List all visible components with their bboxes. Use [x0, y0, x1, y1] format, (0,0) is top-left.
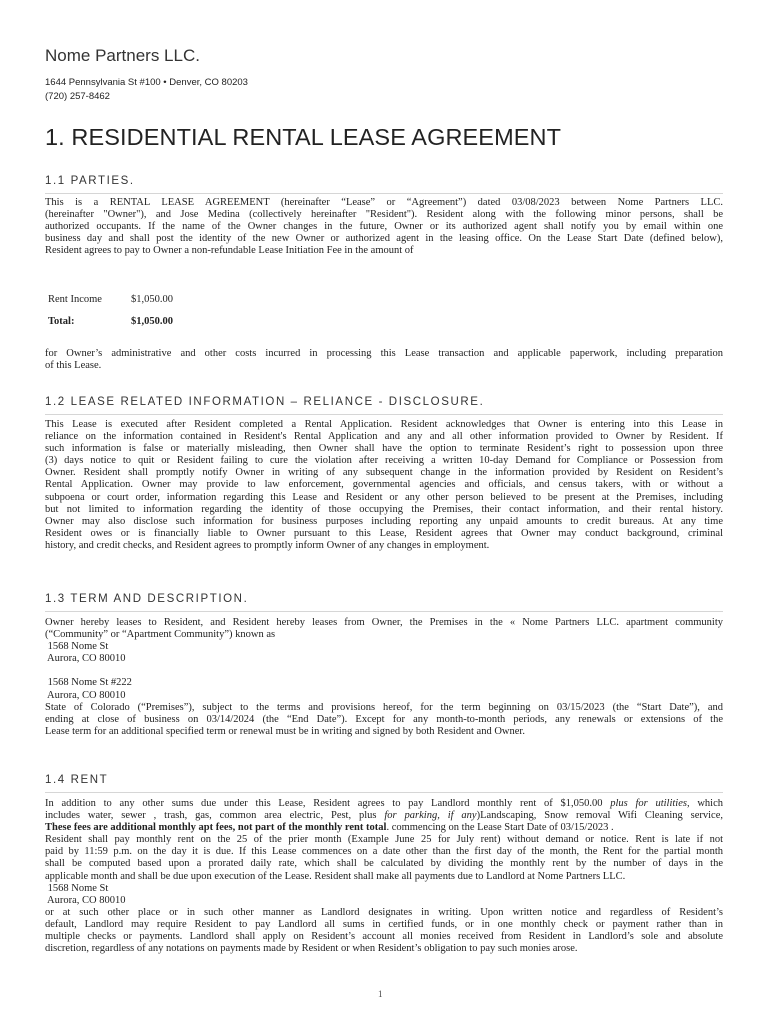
utilities-note: plus for utilities,	[610, 798, 690, 809]
text-line: (“Community” or “Apartment Community”) known as	[45, 629, 276, 641]
fee-total-label: Total:	[48, 316, 75, 327]
unit-address-line: 1568 Nome St #222	[45, 677, 132, 689]
text-line: default, Landlord may require Resident to pay Landlord all sums in certified funds, or in one monthly check or payment rather than in	[45, 918, 723, 930]
text-line: This Lease is executed after Resident completed a Rental Application. Resident acknowledges that Owner is entering into this Lease in	[45, 419, 723, 430]
rent-text: In addition to any other sums due under this Lease, Resident agrees to pay Landlord monthly rent of $1,050.00	[45, 798, 611, 809]
text-line: Resident shall pay monthly rent on the 25 of the prier month (Example June 25 for July rent) without demand or notice. Rent is late if not	[45, 834, 723, 846]
text-line	[45, 798, 723, 810]
text-line: subpoena or court order, information regarding this Lease and Resident or any other person believed to be present at the Premises, including	[45, 491, 723, 503]
text-line: paid by 11:59 p.m. on the day it is due. If this Lease commences on a date other than the first day of the month, the Rent for the partial month	[45, 846, 723, 858]
text-line: reliance on the information contained in Resident's Rental Application and any and all other information provided to Owner by Resident. If	[45, 431, 723, 443]
text-line: business day and shall post the identity of the new Owner or authorized agent in the leasing office. On the Lease Start Date (defined below),	[45, 233, 723, 245]
text-line: but not limited to information regarding the identity of those occupying the Premises, their contact information, and their rental history.	[45, 503, 723, 515]
text-line: This is a RENTAL LEASE AGREEMENT (hereinafter “Lease” or “Agreement”) dated 03/08/2023 between Nome Partners LLC.	[45, 197, 723, 208]
text-line	[45, 810, 723, 822]
text-line: Owner. Resident shall promptly notify Owner in writing of any subsequent change in the information provided by Resident on Resident’s	[45, 467, 723, 479]
parking-note: for parking, if any	[384, 810, 477, 822]
section-divider	[45, 414, 723, 415]
company-name: Nome Partners LLC.	[45, 46, 200, 65]
page-number: 1	[378, 989, 383, 999]
section-heading-term: 1.3 TERM AND DESCRIPTION.	[45, 593, 249, 605]
premises-address-line: Aurora, CO 80010	[45, 653, 126, 665]
text-line: or at such other place or in such other manner as Landlord designates in writing. Upon written notice and regardless of Resident’s	[45, 906, 723, 918]
parties-paragraph	[45, 197, 723, 257]
text-line: Lease term for an additional specified term or renewal must be in writing and signed by both Resident and Owner.	[45, 725, 525, 737]
text-line: applicable month and shall be due upon execution of the Lease. Resident shall make all payments due to Landlord at Nome Partners LLC.	[45, 870, 626, 882]
rent-text: includes water, sewer , trash, gas, common area electric, Pest, plus	[45, 810, 385, 822]
company-phone: (720) 257-8462	[45, 91, 110, 102]
text-line: such information is false or materially misleading, then Owner shall have the option to terminate Resident’s right to possession upon three	[45, 443, 723, 455]
section-divider	[45, 193, 723, 194]
text-line: discretion, regardless of any notations on payments made by Resident or when Resident’s obligation to pay such monies arose.	[45, 943, 578, 955]
fee-row-label: Rent Income	[48, 294, 102, 305]
section-divider	[45, 792, 723, 793]
rent-text: )Landscaping, Snow removal Wifi Cleaning service,	[476, 810, 724, 822]
text-line: of this Lease.	[45, 360, 102, 372]
fee-total-value: $1,050.00	[131, 316, 173, 327]
text-line: (hereinafter "Owner"), and Jose Medina (collectively hereinafter "Resident"). Resident along with the following minor persons, shall be	[45, 209, 723, 221]
rent-text: which	[689, 798, 723, 809]
unit-address-line: Aurora, CO 80010	[45, 689, 126, 701]
section-divider	[45, 611, 723, 612]
additional-fees-note: These fees are additional monthly apt fees, not part of the monthly rent total	[45, 822, 387, 834]
fee-row-value: $1,050.00	[131, 294, 173, 305]
text-line: for Owner’s administrative and other costs incurred in processing this Lease transaction and applicable paperwork, including preparation	[45, 348, 723, 359]
document-title: 1. RESIDENTIAL RENTAL LEASE AGREEMENT	[45, 124, 562, 150]
text-line: Resident agrees to pay to Owner a non-refundable Lease Initiation Fee in the amount of	[45, 245, 414, 257]
text-line: Owner may also disclose such information for business purposes including reporting any unpaid amounts to credit bureaus. At any time	[45, 515, 723, 527]
text-line: Rental Application. Owner may provide to law enforcement, governmental agencies and officials, and census takers, with or without a	[45, 479, 723, 491]
text-line: State of Colorado (“Premises”), subject to the terms and provisions hereof, for the term beginning on 03/15/2023 (the “Start Date”), and	[45, 701, 723, 713]
text-line: ending at close of business on 03/14/2024 (the “End Date”). Except for any month-to-month periods, any renewals or extensions of the	[45, 713, 723, 725]
term-paragraph	[45, 617, 723, 738]
section-heading-parties: 1.1 PARTIES.	[45, 175, 135, 187]
section-heading-rent: 1.4 RENT	[45, 774, 109, 786]
text-line: shall be computed based upon a prorated daily rate, which shall be calculated by dividing the monthly rent by the number of days in the	[45, 858, 723, 870]
premises-address-line: 1568 Nome St	[45, 641, 109, 653]
text-line: (3) days notice to quit or Resident failing to cure the violation after receiving a written 10-day Demand for Compliance or Possession from	[45, 455, 723, 467]
payment-address-line: 1568 Nome St	[45, 882, 109, 894]
rent-text: . commencing on the Lease Start Date of 03/15/2023 .	[386, 822, 614, 834]
reliance-paragraph	[45, 419, 723, 552]
text-line: history, and credit checks, and Resident agrees to promptly inform Owner of any changes in employment.	[45, 539, 490, 551]
payment-address-line: Aurora, CO 80010	[45, 894, 126, 906]
text-line: Resident owes or is financially liable to Owner pursuant to this Lease, Resident agrees that Owner may conduct background, criminal	[45, 527, 723, 539]
text-line	[45, 822, 723, 834]
blank-line	[45, 665, 723, 677]
text-line: multiple checks or payments. Landlord shall apply on Resident’s account all monies received from Resident in Landlord’s sole and absolute	[45, 931, 723, 943]
section-heading-reliance: 1.2 LEASE RELATED INFORMATION – RELIANCE - DISCLOSURE.	[45, 396, 485, 408]
text-line: authorized occupants. If the name of the Owner changes in the future, Owner or its authorized agent shall notify you by email within one	[45, 221, 723, 233]
rent-paragraph	[45, 798, 723, 955]
company-address: 1644 Pennsylvania St #100 • Denver, CO 80203	[45, 77, 248, 88]
text-line: Owner hereby leases to Resident, and Resident hereby leases from Owner, the Premises in the « Nome Partners LLC. apartment community	[45, 617, 723, 628]
parties-paragraph-continued	[45, 348, 723, 372]
